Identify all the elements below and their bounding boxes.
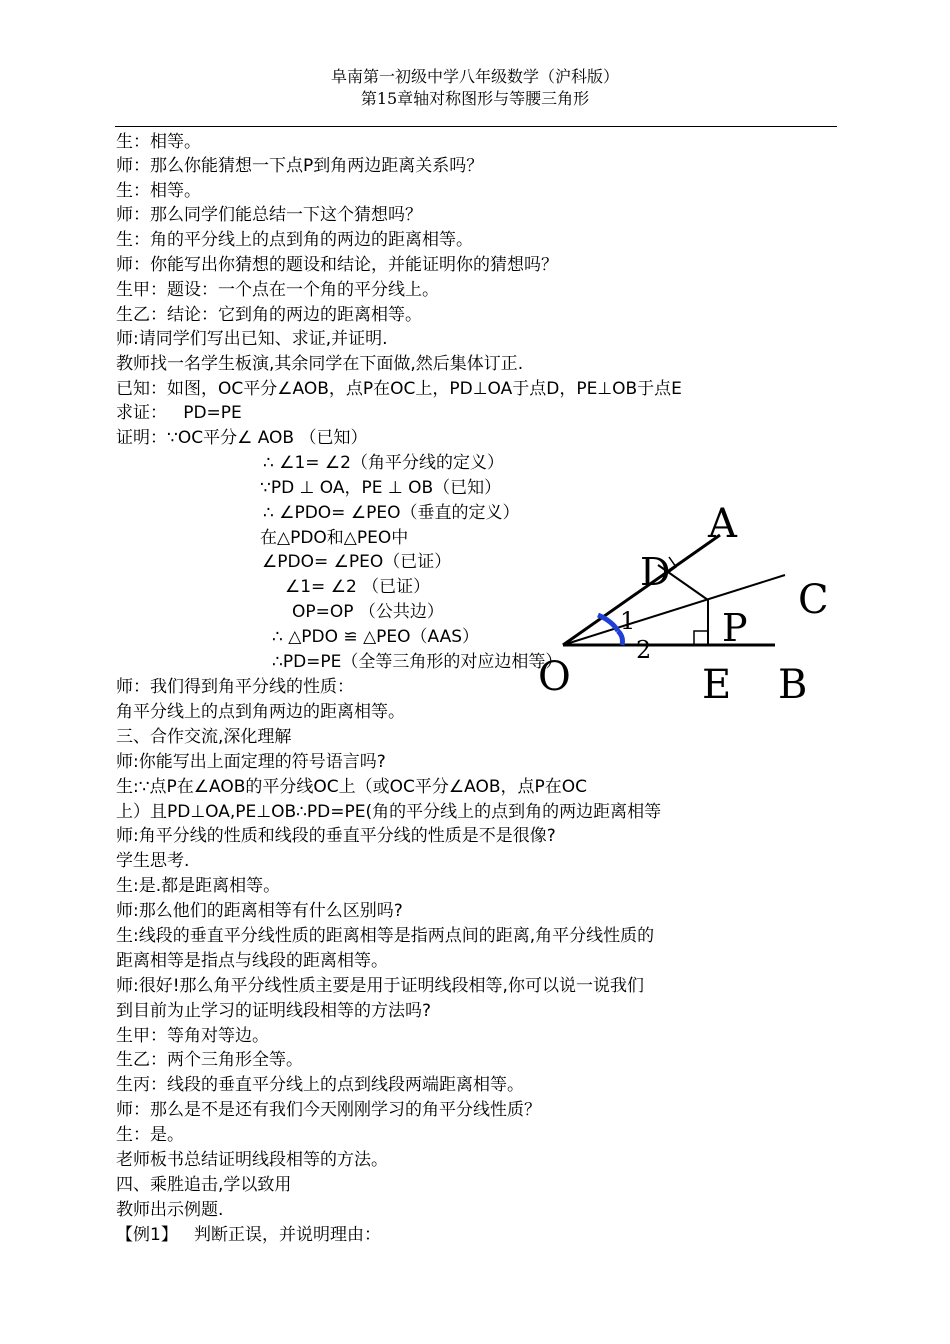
text-line: 生：是。: [116, 1125, 184, 1145]
angle-bisector-diagram: [530, 495, 840, 705]
label-1: 1: [620, 607, 636, 635]
text-line: 教师找一名学生板演,其余同学在下面做,然后集体订正.: [116, 354, 524, 374]
text-line: 生:是.都是距离相等。: [116, 876, 281, 896]
text-line: 师：你能写出你猜想的题设和结论，并能证明你的猜想吗？: [116, 255, 558, 275]
header-school-title: 阜南第一初级中学八年级数学（沪科版）: [330, 67, 619, 86]
text-line: 生甲：题设：一个点在一个角的平分线上。: [116, 280, 439, 300]
text-line: 到目前为止学习的证明线段相等的方法吗?: [116, 1001, 432, 1021]
text-line: 师：那么同学们能总结一下这个猜想吗？: [116, 205, 422, 225]
page-header: [0, 66, 950, 110]
text-line: ∴ ∠1= ∠2（角平分线的定义）: [263, 453, 504, 473]
text-line: 生:∵点P在∠AOB的平分线OC上（或OC平分∠AOB，点P在OC: [116, 777, 588, 797]
text-line: 生乙：结论：它到角的两边的距离相等。: [116, 305, 422, 325]
text-line: 生丙：线段的垂直平分线上的点到线段两端距离相等。: [116, 1075, 524, 1095]
text-line: 三、合作交流,深化理解: [116, 727, 292, 747]
text-line: 证明：∵OC平分∠ AOB （已知）: [116, 428, 368, 448]
angle-arc-1: [598, 615, 618, 631]
text-line: 师：我们得到角平分线的性质：: [116, 677, 354, 697]
label-a: A: [708, 501, 737, 547]
label-c: C: [798, 577, 829, 623]
text-line: 生：相等。: [116, 132, 201, 152]
text-line: 师：那么是不是还有我们今天刚刚学习的角平分线性质？: [116, 1100, 541, 1120]
label-2: 2: [636, 636, 652, 664]
text-line: ∵PD ⊥ OA，PE ⊥ OB（已知）: [260, 478, 502, 498]
text-line: 生：相等。: [116, 181, 201, 201]
text-line: 师:那么他们的距离相等有什么区别吗?: [116, 901, 403, 921]
text-line: ∴ ∠PDO= ∠PEO（垂直的定义）: [263, 503, 520, 523]
text-line: 在△PDO和△PEO中: [260, 528, 409, 548]
label-e: E: [702, 662, 732, 705]
text-line: 已知：如图，OC平分∠AOB，点P在OC上，PD⊥OA于点D，PE⊥OB于点E: [116, 379, 682, 399]
ray-oc: [563, 575, 785, 645]
text-line: 【例1】 判断正误，并说明理由：: [116, 1225, 382, 1245]
text-line: 四、乘胜追击,学以致用: [116, 1175, 292, 1195]
text-line: 师:你能写出上面定理的符号语言吗?: [116, 752, 386, 772]
right-angle-mark-e: [694, 631, 708, 645]
text-line: ∴PD=PE（全等三角形的对应边相等）: [272, 652, 563, 672]
text-line: 生：角的平分线上的点到角的两边的距离相等。: [116, 230, 473, 250]
text-line: 教师出示例题.: [116, 1200, 224, 1220]
label-o: O: [538, 654, 571, 700]
text-line: 求证： PD=PE: [116, 403, 242, 423]
text-line: 学生思考.: [116, 851, 190, 871]
text-line: 师:角平分线的性质和线段的垂直平分线的性质是不是很像?: [116, 826, 556, 846]
text-line: 老师板书总结证明线段相等的方法。: [116, 1150, 388, 1170]
text-line: 距离相等是指点与线段的距离相等。: [116, 951, 388, 971]
text-line: 师:很好!那么角平分线性质主要是用于证明线段相等,你可以说一说我们: [116, 976, 644, 996]
text-line: 上）且PD⊥OA,PE⊥OB∴PD=PE(角的平分线上的点到角的两边距离相等: [116, 802, 662, 822]
text-line: 生乙：两个三角形全等。: [116, 1050, 303, 1070]
text-line: ∠1= ∠2 （已证）: [285, 577, 431, 597]
text-line: ∴ △PDO ≌ △PEO（AAS）: [272, 627, 480, 647]
label-p: P: [722, 606, 748, 650]
label-b: B: [778, 662, 808, 705]
text-line: OP=OP （公共边）: [292, 602, 444, 622]
text-line: 生:线段的垂直平分线性质的距离相等是指两点间的距离,角平分线性质的: [116, 926, 655, 946]
text-line: 师:请同学们写出已知、求证,并证明.: [116, 329, 388, 349]
text-line: 师：那么你能猜想一下点P到角两边距离关系吗？: [116, 156, 484, 176]
text-line: 生甲：等角对等边。: [116, 1026, 269, 1046]
header-divider: [115, 126, 837, 127]
label-d: D: [640, 550, 671, 594]
text-line: 角平分线上的点到角两边的距离相等。: [116, 702, 405, 722]
text-line: ∠PDO= ∠PEO（已证）: [262, 552, 452, 572]
header-chapter-title: 第15章轴对称图形与等腰三角形: [360, 89, 590, 108]
